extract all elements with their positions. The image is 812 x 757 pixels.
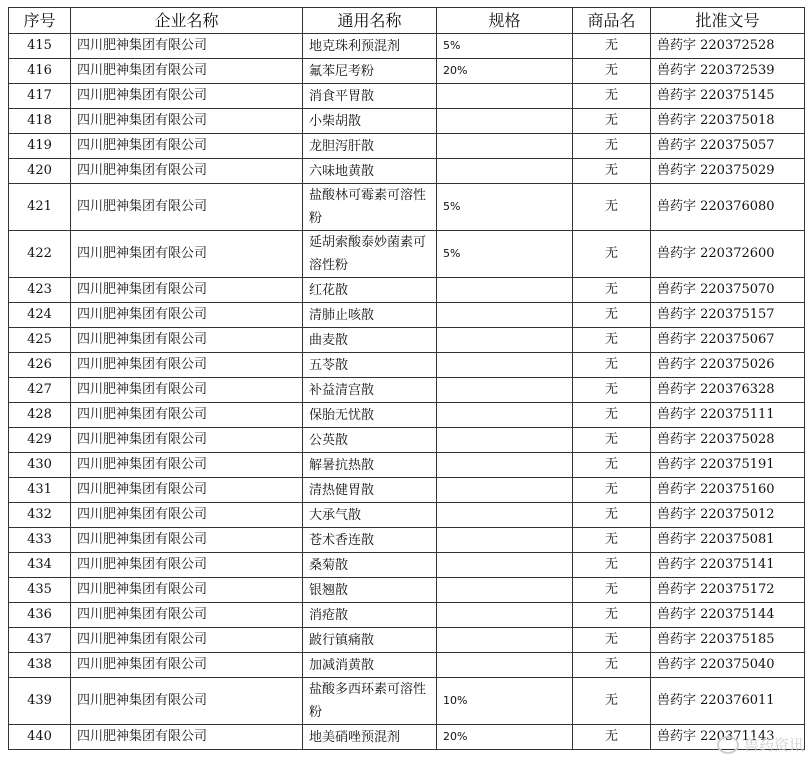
cell-generic-name: 龙胆泻肝散 [303, 134, 437, 159]
cell-approval-no: 兽药字 220375028 [651, 428, 805, 453]
cell-trade-name: 无 [573, 653, 651, 678]
cell-spec: 5% [437, 34, 573, 59]
cell-no: 433 [9, 528, 71, 553]
cell-company: 四川肥神集团有限公司 [71, 603, 303, 628]
cell-no: 430 [9, 453, 71, 478]
cell-company: 四川肥神集团有限公司 [71, 453, 303, 478]
cell-trade-name: 无 [573, 59, 651, 84]
cell-generic-name: 地美硝唑预混剂 [303, 725, 437, 750]
table-row [9, 353, 805, 378]
cell-generic-name: 公英散 [303, 428, 437, 453]
table-row [9, 403, 805, 428]
cell-trade-name: 无 [573, 378, 651, 403]
cell-spec [437, 528, 573, 553]
cell-spec [437, 328, 573, 353]
cell-generic-name: 解暑抗热散 [303, 453, 437, 478]
cell-approval-no: 兽药字 220375144 [651, 603, 805, 628]
table-row [9, 578, 805, 603]
cell-no: 436 [9, 603, 71, 628]
cell-spec: 10% [437, 678, 573, 725]
cell-generic-name: 地克珠利预混剂 [303, 34, 437, 59]
cell-trade-name: 无 [573, 231, 651, 278]
table-row [9, 725, 805, 750]
cell-no: 434 [9, 553, 71, 578]
cell-trade-name: 无 [573, 34, 651, 59]
cell-generic-name: 清肺止咳散 [303, 303, 437, 328]
cell-company: 四川肥神集团有限公司 [71, 278, 303, 303]
cell-generic-name: 五苓散 [303, 353, 437, 378]
table-row [9, 134, 805, 159]
cell-no: 420 [9, 159, 71, 184]
header-company: 企业名称 [71, 8, 303, 34]
header-approval-no: 批准文号 [651, 8, 805, 34]
cell-generic-name: 银翘散 [303, 578, 437, 603]
table-row [9, 303, 805, 328]
cell-company: 四川肥神集团有限公司 [71, 134, 303, 159]
table-row [9, 628, 805, 653]
cell-spec [437, 353, 573, 378]
cell-trade-name: 无 [573, 453, 651, 478]
cell-no: 417 [9, 84, 71, 109]
cell-company: 四川肥神集团有限公司 [71, 403, 303, 428]
cell-company: 四川肥神集团有限公司 [71, 353, 303, 378]
cell-trade-name: 无 [573, 578, 651, 603]
header-spec: 规格 [437, 8, 573, 34]
cell-spec [437, 428, 573, 453]
cell-spec [437, 303, 573, 328]
cell-no: 416 [9, 59, 71, 84]
cell-generic-name: 延胡索酸泰妙菌素可溶性粉 [303, 231, 437, 278]
cell-generic-name: 苍术香连散 [303, 528, 437, 553]
cell-no: 438 [9, 653, 71, 678]
cell-no: 427 [9, 378, 71, 403]
cell-trade-name: 无 [573, 84, 651, 109]
cell-approval-no: 兽药字 220375185 [651, 628, 805, 653]
cell-generic-name: 盐酸林可霉素可溶性粉 [303, 184, 437, 231]
cell-approval-no: 兽药字 220376328 [651, 378, 805, 403]
cell-no: 418 [9, 109, 71, 134]
cell-spec [437, 134, 573, 159]
header-row [9, 8, 805, 34]
cell-approval-no: 兽药字 220375141 [651, 553, 805, 578]
cell-company: 四川肥神集团有限公司 [71, 59, 303, 84]
cell-company: 四川肥神集团有限公司 [71, 578, 303, 603]
table-row [9, 478, 805, 503]
cell-trade-name: 无 [573, 184, 651, 231]
cell-trade-name: 无 [573, 628, 651, 653]
table-row [9, 59, 805, 84]
cell-trade-name: 无 [573, 503, 651, 528]
cell-trade-name: 无 [573, 478, 651, 503]
cell-spec [437, 603, 573, 628]
cell-company: 四川肥神集团有限公司 [71, 84, 303, 109]
cell-company: 四川肥神集团有限公司 [71, 528, 303, 553]
cell-approval-no: 兽药字 220375081 [651, 528, 805, 553]
cell-spec [437, 378, 573, 403]
cell-approval-no: 兽药字 220375191 [651, 453, 805, 478]
header-trade-name: 商品名 [573, 8, 651, 34]
cell-company: 四川肥神集团有限公司 [71, 725, 303, 750]
cell-company: 四川肥神集团有限公司 [71, 231, 303, 278]
cell-no: 423 [9, 278, 71, 303]
cell-generic-name: 加减消黄散 [303, 653, 437, 678]
cell-approval-no: 兽药字 220372539 [651, 59, 805, 84]
cell-no: 421 [9, 184, 71, 231]
cell-spec [437, 278, 573, 303]
cell-company: 四川肥神集团有限公司 [71, 328, 303, 353]
cell-spec [437, 453, 573, 478]
cell-generic-name: 清热健胃散 [303, 478, 437, 503]
cell-generic-name: 曲麦散 [303, 328, 437, 353]
cell-spec [437, 478, 573, 503]
cell-trade-name: 无 [573, 134, 651, 159]
cell-approval-no: 兽药字 220372528 [651, 34, 805, 59]
cell-approval-no: 兽药字 220375026 [651, 353, 805, 378]
cell-trade-name: 无 [573, 278, 651, 303]
cell-spec [437, 653, 573, 678]
table-row [9, 428, 805, 453]
cell-approval-no: 兽药字 220375111 [651, 403, 805, 428]
cell-trade-name: 无 [573, 353, 651, 378]
cell-generic-name: 桑菊散 [303, 553, 437, 578]
cell-company: 四川肥神集团有限公司 [71, 303, 303, 328]
cell-approval-no: 兽药字 220372600 [651, 231, 805, 278]
cell-generic-name: 消食平胃散 [303, 84, 437, 109]
header-generic-name: 通用名称 [303, 8, 437, 34]
table-row [9, 378, 805, 403]
table-row [9, 109, 805, 134]
table-row [9, 678, 805, 725]
cell-approval-no: 兽药字 220375067 [651, 328, 805, 353]
table-row [9, 453, 805, 478]
cell-no: 429 [9, 428, 71, 453]
cell-trade-name: 无 [573, 528, 651, 553]
cell-trade-name: 无 [573, 678, 651, 725]
cell-generic-name: 跛行镇痛散 [303, 628, 437, 653]
cell-generic-name: 盐酸多西环素可溶性粉 [303, 678, 437, 725]
cell-company: 四川肥神集团有限公司 [71, 628, 303, 653]
cell-no: 431 [9, 478, 71, 503]
watermark [717, 734, 804, 755]
table-row [9, 34, 805, 59]
cell-no: 419 [9, 134, 71, 159]
cell-company: 四川肥神集团有限公司 [71, 109, 303, 134]
cell-approval-no: 兽药字 220375157 [651, 303, 805, 328]
cell-spec [437, 84, 573, 109]
cell-spec: 5% [437, 231, 573, 278]
cell-no: 437 [9, 628, 71, 653]
cell-spec [437, 503, 573, 528]
cell-no: 425 [9, 328, 71, 353]
cell-approval-no: 兽药字 220375070 [651, 278, 805, 303]
cell-company: 四川肥神集团有限公司 [71, 553, 303, 578]
cell-trade-name: 无 [573, 159, 651, 184]
cell-generic-name: 补益清宫散 [303, 378, 437, 403]
cell-no: 422 [9, 231, 71, 278]
table-row [9, 159, 805, 184]
cell-generic-name: 红花散 [303, 278, 437, 303]
table-row [9, 503, 805, 528]
cell-approval-no: 兽药字 220375172 [651, 578, 805, 603]
cell-approval-no: 兽药字 220371143 [651, 725, 805, 750]
cell-approval-no: 兽药字 220376011 [651, 678, 805, 725]
watermark-text: 兽药资讯 [743, 736, 804, 754]
cell-spec: 20% [437, 725, 573, 750]
cell-spec [437, 403, 573, 428]
cell-no: 428 [9, 403, 71, 428]
cell-company: 四川肥神集团有限公司 [71, 428, 303, 453]
cell-generic-name: 保胎无忧散 [303, 403, 437, 428]
cell-company: 四川肥神集团有限公司 [71, 378, 303, 403]
cell-spec [437, 553, 573, 578]
cell-approval-no: 兽药字 220375012 [651, 503, 805, 528]
table-row [9, 84, 805, 109]
cell-no: 439 [9, 678, 71, 725]
cell-approval-no: 兽药字 220376080 [651, 184, 805, 231]
cell-generic-name: 六味地黄散 [303, 159, 437, 184]
cell-spec [437, 159, 573, 184]
cell-spec [437, 578, 573, 603]
cell-company: 四川肥神集团有限公司 [71, 478, 303, 503]
cell-approval-no: 兽药字 220375018 [651, 109, 805, 134]
cell-no: 435 [9, 578, 71, 603]
cell-spec: 5% [437, 184, 573, 231]
cell-company: 四川肥神集团有限公司 [71, 653, 303, 678]
cell-generic-name: 小柴胡散 [303, 109, 437, 134]
cell-trade-name: 无 [573, 553, 651, 578]
table-row [9, 528, 805, 553]
cell-approval-no: 兽药字 220375145 [651, 84, 805, 109]
cell-generic-name: 消疮散 [303, 603, 437, 628]
table-row [9, 231, 805, 278]
cell-trade-name: 无 [573, 303, 651, 328]
cell-trade-name: 无 [573, 428, 651, 453]
table-row [9, 184, 805, 231]
cell-generic-name: 大承气散 [303, 503, 437, 528]
cell-no: 440 [9, 725, 71, 750]
table-row [9, 328, 805, 353]
header-no: 序号 [9, 8, 71, 34]
cell-spec [437, 628, 573, 653]
table-row [9, 278, 805, 303]
cell-trade-name: 无 [573, 328, 651, 353]
cell-trade-name: 无 [573, 109, 651, 134]
cell-company: 四川肥神集团有限公司 [71, 503, 303, 528]
table-row [9, 553, 805, 578]
cell-company: 四川肥神集团有限公司 [71, 159, 303, 184]
cell-trade-name: 无 [573, 403, 651, 428]
table-row [9, 603, 805, 628]
cell-approval-no: 兽药字 220375029 [651, 159, 805, 184]
cell-approval-no: 兽药字 220375160 [651, 478, 805, 503]
cell-company: 四川肥神集团有限公司 [71, 678, 303, 725]
cell-company: 四川肥神集团有限公司 [71, 184, 303, 231]
cell-generic-name: 氟苯尼考粉 [303, 59, 437, 84]
cell-no: 432 [9, 503, 71, 528]
cell-no: 426 [9, 353, 71, 378]
cell-trade-name: 无 [573, 603, 651, 628]
cell-trade-name: 无 [573, 725, 651, 750]
table-row [9, 653, 805, 678]
cell-spec [437, 109, 573, 134]
cell-no: 424 [9, 303, 71, 328]
cell-approval-no: 兽药字 220375057 [651, 134, 805, 159]
cell-no: 415 [9, 34, 71, 59]
approval-table [8, 7, 805, 750]
wechat-icon [717, 736, 739, 754]
cell-company: 四川肥神集团有限公司 [71, 34, 303, 59]
cell-approval-no: 兽药字 220375040 [651, 653, 805, 678]
cell-spec: 20% [437, 59, 573, 84]
